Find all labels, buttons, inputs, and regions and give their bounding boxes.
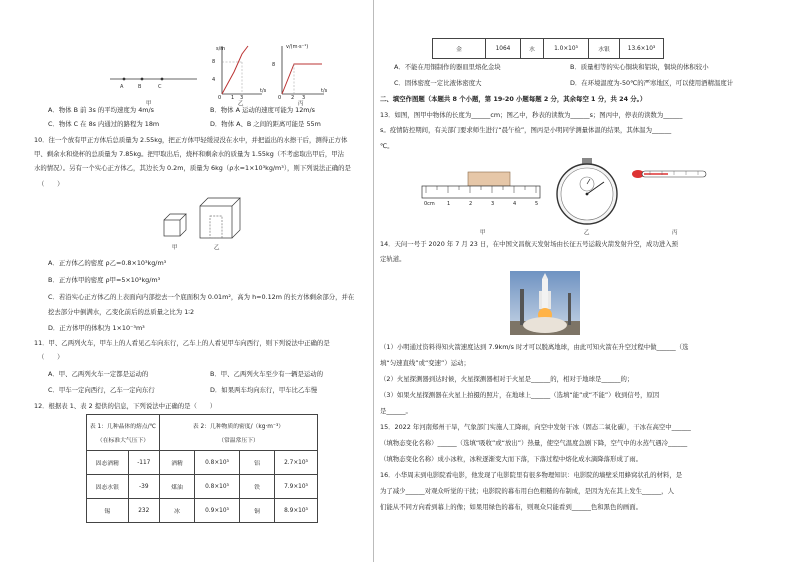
rocket-launch-photo xyxy=(510,271,580,335)
q16-line-2: 为了减少______对观众听觉的干扰；电影院的幕布用白色粗糙的布制成，是因为光在其上发生______，人 xyxy=(380,487,674,495)
q10-option-c1: C．若沿实心正方体乙的上表面向内部挖去一个底面积为 0.01m²，高为 h=0.12m 的长方体剩余部分，并在 xyxy=(48,293,355,301)
table-cell: 1064 xyxy=(486,39,521,59)
fig-c-vt-graph xyxy=(282,46,324,94)
fig-a-caption: 甲 xyxy=(146,101,152,107)
fig-c-caption: 丙 xyxy=(298,101,304,107)
fig-b-x1: 1 xyxy=(231,95,235,101)
q15-line-2: （填物态变化名称）______（选填“吸收”或“放出”）热量，使空气温度急剧下降，空气中的水蒸气遇冷______ xyxy=(380,439,688,447)
q12-option-b: B．质量相等的实心铜块和铝块，铜块的体积较小 xyxy=(570,63,709,71)
table-cell: -117 xyxy=(128,451,159,475)
q11-line-1: 11．甲、乙两列火车，甲车上的人看见乙车向东行，乙车上的人看见甲车向西行，则下列说法中正确的是 xyxy=(34,339,330,347)
table-row xyxy=(433,39,664,59)
fig-c-x3: 3 xyxy=(302,95,306,101)
table-cell: 酒精 xyxy=(160,451,195,475)
q16-line-3: 们能从不同方向看到幕上的像；如果用绿色的幕布，则观众只能看到______色和黑色的画面。 xyxy=(380,503,643,511)
fig-b-st-graph xyxy=(222,46,262,94)
q9-option-b: B．物体 A 运动的速度可能为 12m/s xyxy=(210,106,315,114)
q14-sub-3a: （3）如果火星探测器在火星上拍摄的照片，在地球上______（选填“能”或“不能”）收到信号，原因 xyxy=(380,391,660,399)
q10-line-1: 10．往一个放有甲正方体后总质量为 2.55kg，把正方体甲轻缓浸没在水中，并把溢出的水擦干后，测得正方体 xyxy=(34,136,348,144)
q10-line-2: 甲、剩余水和烧杯的总质量为 7.85kg。把甲取出后，烧杯和剩余水的质量为 1.55kg（不考虑取出甲后，甲沾 xyxy=(34,150,345,158)
fig-b-x0: 0 xyxy=(218,95,222,101)
q12-option-a: A．不能在用铜制作的器皿里熔化金块 xyxy=(394,63,501,71)
table-cell: -39 xyxy=(128,475,159,499)
table-cell: 232 xyxy=(128,499,159,523)
q12-table-continued xyxy=(432,38,664,59)
fig-c-y8: 8 xyxy=(272,62,276,68)
ruler-tick-5: 5 xyxy=(535,201,539,207)
ruler-tick-2: 2 xyxy=(469,201,473,207)
q12-option-d: D．在环境温度为-50℃的严寒地区，可以使用酒精温度计 xyxy=(570,79,734,87)
ruler-zero-label: 0cm xyxy=(424,201,435,207)
table-cell: 铜 xyxy=(240,499,275,523)
table-cell: 0.8×10³ xyxy=(195,451,240,475)
fig-c-x2: 2 xyxy=(291,95,295,101)
fig-stopwatch xyxy=(557,158,617,224)
q14-line-1: 14．天问一号于 2020 年 7 月 23 日，在中国文昌航天发射场由长征五号运载火箭发射升空，成功进入预 xyxy=(380,240,679,248)
fig-c-xlabel: t/s xyxy=(321,88,328,94)
table-cell: 铝 xyxy=(240,451,275,475)
fig-ruler-caption: 甲 xyxy=(480,230,486,236)
fig-b-xlabel: t/s xyxy=(260,88,267,94)
q14-line-2: 定轨道。 xyxy=(380,255,406,263)
table-row xyxy=(87,451,318,475)
table-cell: 固态水银 xyxy=(87,475,129,499)
ruler-tick-3: 3 xyxy=(491,201,495,207)
q9-option-d: D．物体 A、B 之间的距离可能是 55m xyxy=(210,120,321,128)
q13-line-1: 13．如图，图甲中物体的长度为______cm；图乙中，秒表的读数为______s；图丙中，停表的读数为______ xyxy=(380,111,683,119)
cube-yi-label: 乙 xyxy=(214,245,220,251)
q13-line-2: s。疫情防控期间，有关部门要求师生进行“晨午检”，图丙是小明同学测量体温的结果，其体温为______ xyxy=(380,126,672,134)
q10-line-3: 水的情况）。另有一个实心正方体乙，其边长为 0.2m，质量为 6kg（ρ水=1×10³kg/m³），则下列说法正确的是 xyxy=(34,164,351,172)
q11-option-a: A．甲、乙两列火车一定都是运动的 xyxy=(48,370,149,378)
fig-c-ylabel: v/(m·s⁻¹) xyxy=(286,44,309,50)
q13-figures xyxy=(418,156,718,238)
table-cell: 煤油 xyxy=(160,475,195,499)
table-cell: 8.9×10³ xyxy=(275,499,318,523)
svg-text:A: A xyxy=(120,84,124,90)
q11-option-c: C．甲车一定向西行，乙车一定向东行 xyxy=(48,386,155,394)
fig-ruler xyxy=(422,172,540,198)
table-cell: 水银 xyxy=(589,39,620,59)
fig-b-y4: 4 xyxy=(212,77,216,83)
table-cell: 锡 xyxy=(87,499,129,523)
q15-line-1: 15．2022 年河南郑州干旱，气象部门实施人工降雨，向空中发射干冰（固态二氧化碳），干冰在高空中______ xyxy=(380,423,691,431)
q9-option-c: C．物体 C 在 8s 内通过的路程为 18m xyxy=(48,120,160,128)
section-2-heading: 二、填空作图题（本题共 8 个小题，第 19-20 小题每题 2 分，其余每空 1 分，共 24 分。） xyxy=(380,95,647,103)
fig-thermometer-caption: 丙 xyxy=(672,230,678,236)
cube-jia-label: 甲 xyxy=(172,245,178,251)
fig-b-ylabel: s/m xyxy=(216,46,226,52)
table2-header xyxy=(160,415,318,451)
q11-line-2: （ ） xyxy=(38,353,64,361)
q16-line-1: 16．小华周末到电影院看电影，他发现了电影院里有很多物理知识：电影院的墙壁采用蜂窝状孔的材料，是 xyxy=(380,471,683,479)
fig-stopwatch-caption: 乙 xyxy=(584,230,590,236)
q10-option-c2: 挖去部分中倒满水，乙变化前后的总质量之比为 1∶2 xyxy=(48,308,195,316)
q14-sub-3b: 是______。 xyxy=(380,407,412,415)
table-cell: 7.9×10³ xyxy=(275,475,318,499)
q12-option-c: C．固体密度一定比液体密度大 xyxy=(394,79,482,87)
svg-text:C: C xyxy=(158,84,162,90)
table-cell: 13.6×10³ xyxy=(620,39,664,59)
table1-header-line2: （在标准大气压下） xyxy=(96,438,150,444)
table2-header-line1: 表 2：几种物质的密度/（kg·m⁻³） xyxy=(192,424,285,430)
cube-yi xyxy=(200,198,240,238)
q10-option-d: D．正方体甲的体积为 1×10⁻³m³ xyxy=(48,324,145,332)
table-row xyxy=(87,499,318,523)
ruler-tick-1: 1 xyxy=(447,201,451,207)
q12-line: 12．根据表 1、表 2 提供的信息，下列说法中正确的是（ ） xyxy=(34,402,217,410)
q10-option-b: B．正方体甲的密度 ρ甲=5×10³kg/m³ xyxy=(48,276,161,284)
table-cell: 冰 xyxy=(160,499,195,523)
q14-sub-2: （2）火星探测器到达时候，火星探测器相对于火星是______的，相对于地球是______的； xyxy=(380,375,634,383)
q11-option-b: B．甲、乙两列火车至少有一辆是运动的 xyxy=(210,370,324,378)
table-cell: 水 xyxy=(521,39,544,59)
table1-header xyxy=(87,415,160,451)
q10-option-a: A．正方体乙的密度 ρ乙=0.8×10³kg/m³ xyxy=(48,259,167,267)
q14-sub-1b: 填“匀速直线”或“变速”）运动； xyxy=(380,359,470,367)
q15-line-3: （填物态变化名称）成小冰粒，冰粒逐渐变大而下落，下落过程中熔化成水滴降落形成了雨。 xyxy=(380,455,643,463)
fig-c-x0: 0 xyxy=(278,95,282,101)
table-cell: 1.0×10³ xyxy=(544,39,589,59)
fig-b-y8: 8 xyxy=(212,59,216,65)
q9-option-a: A．物体 B 前 3s 的平均速度为 4m/s xyxy=(48,106,154,114)
q11-option-d: D．如果两车均向东行，甲车比乙车慢 xyxy=(210,386,318,394)
column-divider xyxy=(373,0,374,562)
table2-header-line2: （常温常压下） xyxy=(218,438,259,444)
table-cell: 0.8×10³ xyxy=(195,475,240,499)
fig-thermometer xyxy=(632,170,706,178)
fig-a-number-line xyxy=(110,78,197,90)
q10-line-4: （ ） xyxy=(38,180,64,188)
table-cell: 固态酒精 xyxy=(87,451,129,475)
table-cell: 2.7×10³ xyxy=(275,451,318,475)
q12-table xyxy=(86,414,318,523)
table-cell: 金 xyxy=(433,39,486,59)
ruler-tick-4: 4 xyxy=(513,201,517,207)
table-cell: 铁 xyxy=(240,475,275,499)
table-row xyxy=(87,475,318,499)
fig-b-x3: 3 xyxy=(240,95,244,101)
q10-cubes xyxy=(160,194,260,246)
cube-jia xyxy=(164,214,186,236)
fig-b-caption: 乙 xyxy=(238,101,244,107)
table-cell: 0.9×10³ xyxy=(195,499,240,523)
q14-sub-1a: （1）小明通过资料得知火箭速度达到 7.9km/s 时才可以脱离地球，由此可知火箭在升空过程中做______（选 xyxy=(380,343,689,351)
table1-header-line1: 表 1：几种晶体的熔点/℃ xyxy=(89,424,157,430)
q13-line-3: ℃。 xyxy=(380,142,394,150)
svg-text:B: B xyxy=(138,84,142,90)
